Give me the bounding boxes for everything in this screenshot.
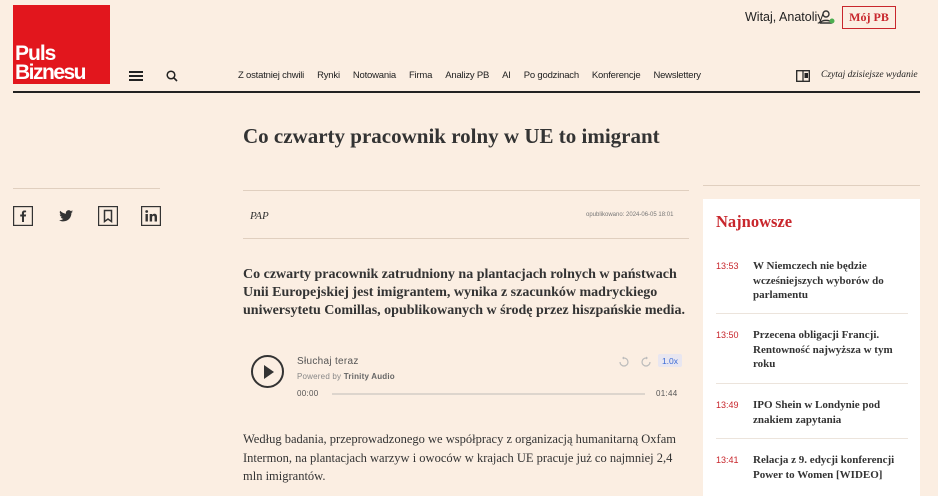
audio-time-total: 01:44 <box>656 389 678 398</box>
header-divider <box>13 91 920 93</box>
audio-play-button[interactable] <box>251 355 284 388</box>
twitter-icon[interactable] <box>56 206 76 226</box>
nav-item-markets[interactable]: Rynki <box>317 70 340 81</box>
news-item[interactable] <box>716 328 908 372</box>
nav-item-conferences[interactable]: Konferencje <box>591 70 641 81</box>
news-time: 13:50 <box>716 330 739 340</box>
meta-divider-top <box>243 190 689 191</box>
rewind-icon[interactable] <box>618 355 630 367</box>
logo-line2: Biznesu <box>15 60 86 84</box>
article-lead: Co czwarty pracownik zatrudniony na plantacjach rolnych w państwach Unii Europejskiej jest imigrantem, wynika z szacunków madryckiego uniwersytetu Comillas, opublikowanych w środę przez hiszpańskie media. <box>243 267 685 318</box>
news-title[interactable]: Relacja z 9. edycji konferencji Power to Women [WIDEO] <box>753 454 895 481</box>
news-time: 13:49 <box>716 400 739 410</box>
news-title[interactable]: W Niemczech nie będzie wcześniejszych wyborów do parlamentu <box>753 260 884 301</box>
article-body-paragraph: Według badania, przeprowadzonego we współpracy z organizacją humanitarną Oxfam Intermon, na plantacjach warzyw i owoców w krajach UE pracuje już co najmniej 2,4 mln imigrantów. <box>243 432 676 483</box>
share-divider <box>13 188 160 189</box>
news-separator <box>716 383 908 384</box>
newspaper-icon[interactable] <box>796 69 810 81</box>
user-greeting[interactable]: Witaj, Anatoliy <box>745 10 824 24</box>
news-time: 13:41 <box>716 455 739 465</box>
forward-icon[interactable] <box>640 355 652 367</box>
audio-speed-button[interactable]: 1.0x <box>658 354 682 367</box>
main-nav <box>238 70 701 81</box>
read-today-link[interactable]: Czytaj dzisiejsze wydanie <box>821 70 918 80</box>
news-item[interactable] <box>716 259 908 303</box>
linkedin-icon[interactable] <box>141 206 161 226</box>
news-item[interactable] <box>716 453 908 482</box>
news-time: 13:53 <box>716 261 739 271</box>
audio-powered-by <box>297 372 395 381</box>
audio-time-current: 00:00 <box>297 389 319 398</box>
published-date: opublikowano: 2024-06-05 18:01 <box>586 212 674 218</box>
article-source: PAP <box>250 210 269 222</box>
nav-item-analyses[interactable]: Analizy PB <box>445 70 490 81</box>
powered-prefix: Powered by <box>297 372 342 381</box>
sidebar-title: Najnowsze <box>716 212 793 231</box>
nav-item-company[interactable]: Firma <box>408 70 433 81</box>
nav-item-newsletters[interactable]: Newslettery <box>653 70 701 81</box>
sidebar-divider <box>703 185 920 186</box>
nav-item-latest[interactable]: Z ostatniej chwili <box>238 70 305 81</box>
nav-item-quotes[interactable]: Notowania <box>352 70 396 81</box>
logo-line1: Puls <box>15 42 56 66</box>
nav-item-ai[interactable]: AI <box>502 70 511 81</box>
nav-item-after-hours[interactable]: Po godzinach <box>523 70 579 81</box>
facebook-icon[interactable] <box>13 206 33 226</box>
article-title: Co czwarty pracownik rolny w UE to imigrant <box>243 124 660 148</box>
bookmark-icon[interactable] <box>98 206 118 226</box>
audio-listen-label: Słuchaj teraz <box>297 356 359 367</box>
news-title[interactable]: IPO Shein w Londynie pod znakiem zapytania <box>753 399 881 426</box>
search-icon[interactable] <box>165 69 179 83</box>
audio-progress-track[interactable] <box>332 393 645 395</box>
my-pb-button[interactable]: Mój PB <box>842 6 896 29</box>
powered-brand: Trinity Audio <box>343 372 395 381</box>
news-item[interactable] <box>716 398 908 427</box>
meta-divider-bottom <box>243 238 689 239</box>
news-separator <box>716 313 908 314</box>
user-icon[interactable] <box>818 8 836 26</box>
news-separator <box>716 438 908 439</box>
menu-icon[interactable] <box>129 71 143 81</box>
logo[interactable] <box>13 5 110 84</box>
news-title[interactable]: Przecena obligacji Francji. Rentowność najwyższa w tym roku <box>753 329 893 370</box>
